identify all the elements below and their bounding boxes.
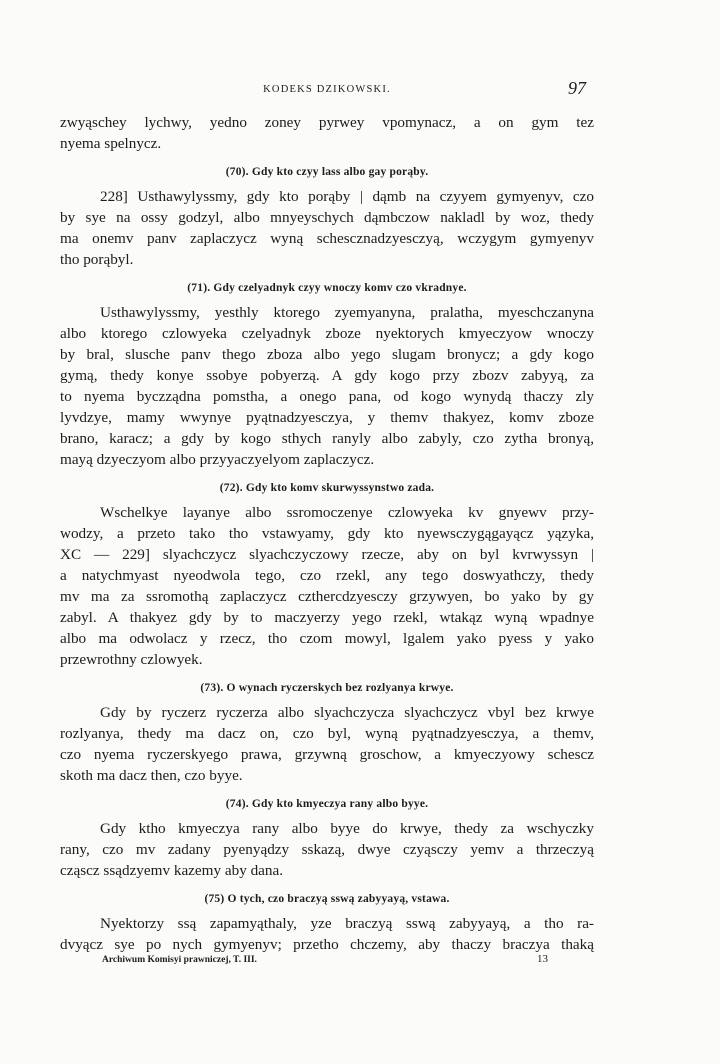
text-line: lyvdzye, mamy wwynye pyątnadzyesczya, y themv thakyez, komv zboze xyxy=(60,409,594,426)
footer-source: Archiwum Komisyi prawniczej, T. III. xyxy=(102,955,257,965)
text-line: mv ma za ssromothą zaplaczycz czthercdzyesczy grzywyen, bo yako by gy xyxy=(60,588,594,605)
text-line: Usthawylyssmy, yesthly ktorego zyemyanyna, pralatha, myeschczanyna xyxy=(100,304,594,321)
text-line: zabyl. A thakyez gdy by to maczyerzy yego rzekl, wtakąz wyną wpadnye xyxy=(60,609,594,626)
text-line: Gdy by ryczerz ryczerza albo slyachczycza slyachczycz vbyl bez krwye xyxy=(100,704,594,721)
text-line: rany, czo mv zadany pyenyądzy sskazą, dwye czyąsczy yemv a thrzeczyą xyxy=(60,841,594,858)
document-body xyxy=(60,112,594,955)
document-page xyxy=(60,78,594,973)
text-line: by bral, slusche panv thego zboza albo yego slugam bronycz; a gdy kogo xyxy=(60,346,594,363)
text-line: brano, karacz; a gdy by kogo sthych ranyly albo zabyly, czo zytha bronyą, xyxy=(60,430,594,447)
section-heading: (71). Gdy czelyadnyk czyy wnoczy komv czo vkradnye. xyxy=(187,282,467,294)
section-heading: (72). Gdy kto komv skurwyssynstwo zada. xyxy=(219,482,435,494)
text-line: skoth ma dacz then, czo byye. xyxy=(60,767,243,784)
text-line: wodzy, a przeto tako tho vstawyamy, gdy kto nyewsczygągayącz yązyka, xyxy=(60,525,594,542)
page-header xyxy=(60,78,594,112)
paragraph xyxy=(60,302,594,470)
paragraph xyxy=(60,112,594,154)
paragraph xyxy=(60,702,594,786)
text-line: a natychmyast nyeodwola tego, czo rzekl, any tego doswyathczy, thedy xyxy=(60,567,594,584)
text-line: Gdy ktho kmyeczya rany albo byye do krwye, thedy za wschyczky xyxy=(100,820,594,837)
section-heading: (75) O tych, czo braczyą sswą zabyyayą, vstawa. xyxy=(204,893,450,905)
running-head: KODEKS DZIKOWSKI. xyxy=(263,84,391,95)
text-line: zwyąschey lychwy, yedno zoney pyrwey vpomynacz, a on gym tez xyxy=(60,114,594,131)
paragraph xyxy=(60,818,594,881)
text-line: XC — 229] slyachczycz slyachczyczowy rzecze, aby on byl kvrwyssyn | xyxy=(60,546,594,563)
paragraph xyxy=(60,502,594,670)
paragraph xyxy=(60,186,594,270)
text-line: albo ma odwolacz y rzecz, tho czom mowyl, lgalem yako pyess y yako xyxy=(60,630,594,647)
text-line: Nyektorzy ssą zapamyąthaly, yze braczyą sswą zabyyayą, a tho ra- xyxy=(100,915,594,932)
text-line: by sye na ossy godzyl, albo mnyeyschych dąmbczow nakladl by woz, thedy xyxy=(60,209,594,226)
text-line: to nyema byczządna pomstha, a onego pana, od kogo wynydą thaczy zly xyxy=(60,388,594,405)
page-footer xyxy=(60,955,594,973)
text-line: czo nyema ryczerskyego prawa, grzywną groschow, a kmyeczyowy schescz xyxy=(60,746,594,763)
paragraph xyxy=(60,913,594,955)
text-line: nyema spelnycz. xyxy=(60,135,162,152)
text-line: tho porąbyl. xyxy=(60,251,134,268)
text-line: mayą dzyeczyom albo przyyaczyelyom zaplaczycz. xyxy=(60,451,375,468)
text-line: ma onemv panv zaplaczycz wyną schescznadzyesczyą, wczygym gymyenyv xyxy=(60,230,594,247)
page-number: 97 xyxy=(568,78,586,98)
text-line: Wschelkye layanye albo ssromoczenye czlowyeka kv gnyewv przy- xyxy=(100,504,594,521)
section-heading: (74). Gdy kto kmyeczya rany albo byye. xyxy=(225,798,429,810)
text-line: przewrothny czlowyek. xyxy=(60,651,203,668)
text-line: dvyącz sye po nych gymyenyv; przetho chczemy, aby thaczy braczya thaką xyxy=(60,936,594,953)
text-line: albo ktorego czlowyeka czelyadnyk zboze nyektorych kmyeczyow wnoczy xyxy=(60,325,594,342)
text-line: rozlyanya, thedy ma dacz on, czo byl, wyną pyątnadzyesczya, a themv, xyxy=(60,725,594,742)
section-heading: (73). O wynach ryczerskych bez rozlyanya krwye. xyxy=(200,682,454,694)
text-line: gymą, thedy konye ssobye pobyerzą. A gdy kogo przy zbozv zabyyą, za xyxy=(60,367,594,384)
section-heading: (70). Gdy kto czyy lass albo gay porąby. xyxy=(225,166,429,178)
signature-mark: 13 xyxy=(537,953,548,965)
text-line: cząscz ssądzyemv kazemy aby dana. xyxy=(60,862,284,879)
text-line: 228] Usthawylyssmy, gdy kto porąby | dąmb na czyyem gymyenyv, czo xyxy=(100,188,594,205)
